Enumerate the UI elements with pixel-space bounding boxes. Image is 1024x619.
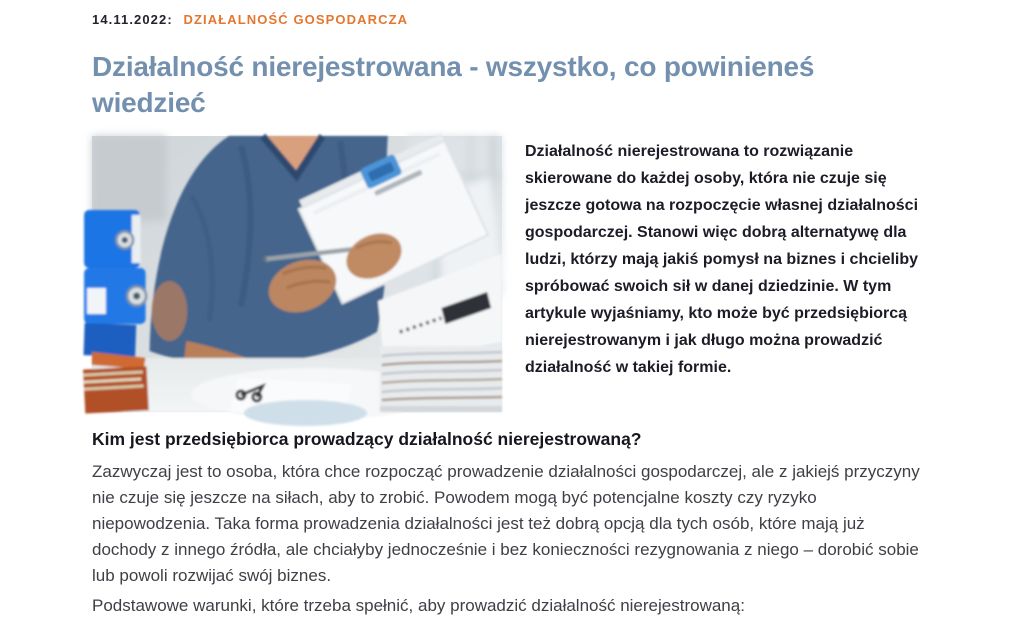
category-link[interactable]: DZIAŁALNOŚĆ GOSPODARCZA	[183, 12, 409, 27]
article-title: Działalność nierejestrowana - wszystko, co powinieneś wiedzieć	[92, 51, 815, 118]
article-meta	[92, 12, 934, 28]
section-heading: Kim jest przedsiębiorca prowadzący działalność nierejestrowaną?	[92, 429, 642, 449]
intro-row	[92, 136, 934, 412]
section-body: Zazwyczaj jest to osoba, która chce rozpocząć prowadzenie działalności gospodarczej, ale z jakiejś przyczyny nie czuje się jeszcze na siłach, aby to zrobić. Powodem mogą być potencjalne koszty czy ryzyko niepowodzenia. Taka forma prowadzenia działalności jest też dobrą opcją dla tych osób, które mają już dochody z innego źródła, ale chciałyby jednocześnie i bez konieczności rezygnowania z niego – dorobić sobie lub powoli rozwijać swój biznes.	[92, 462, 920, 585]
article-photo-illustration	[92, 136, 502, 412]
publish-date: 14.11.2022:	[92, 12, 173, 27]
article-intro: Działalność nierejestrowana to rozwiązanie skierowane do każdej osoby, która nie czuje się jeszcze gotowa na rozpoczęcie własnej działalności gospodarczej. Stanowi więc dobrą alternatywę dla ludzi, którzy mają jakiś pomysł na biznes i chcieliby spróbować swoich sił w danej dziedzinie. W tym artykule wyjaśniamy, kto może być przedsiębiorcą nierejestrowanym i jak długo można prowadzić działalność w takiej formie.	[525, 143, 919, 376]
next-section-lead: Podstawowe warunki, które trzeba spełnić, aby prowadzić działalność nierejestrowaną:	[92, 596, 745, 615]
article-photo	[92, 136, 502, 412]
